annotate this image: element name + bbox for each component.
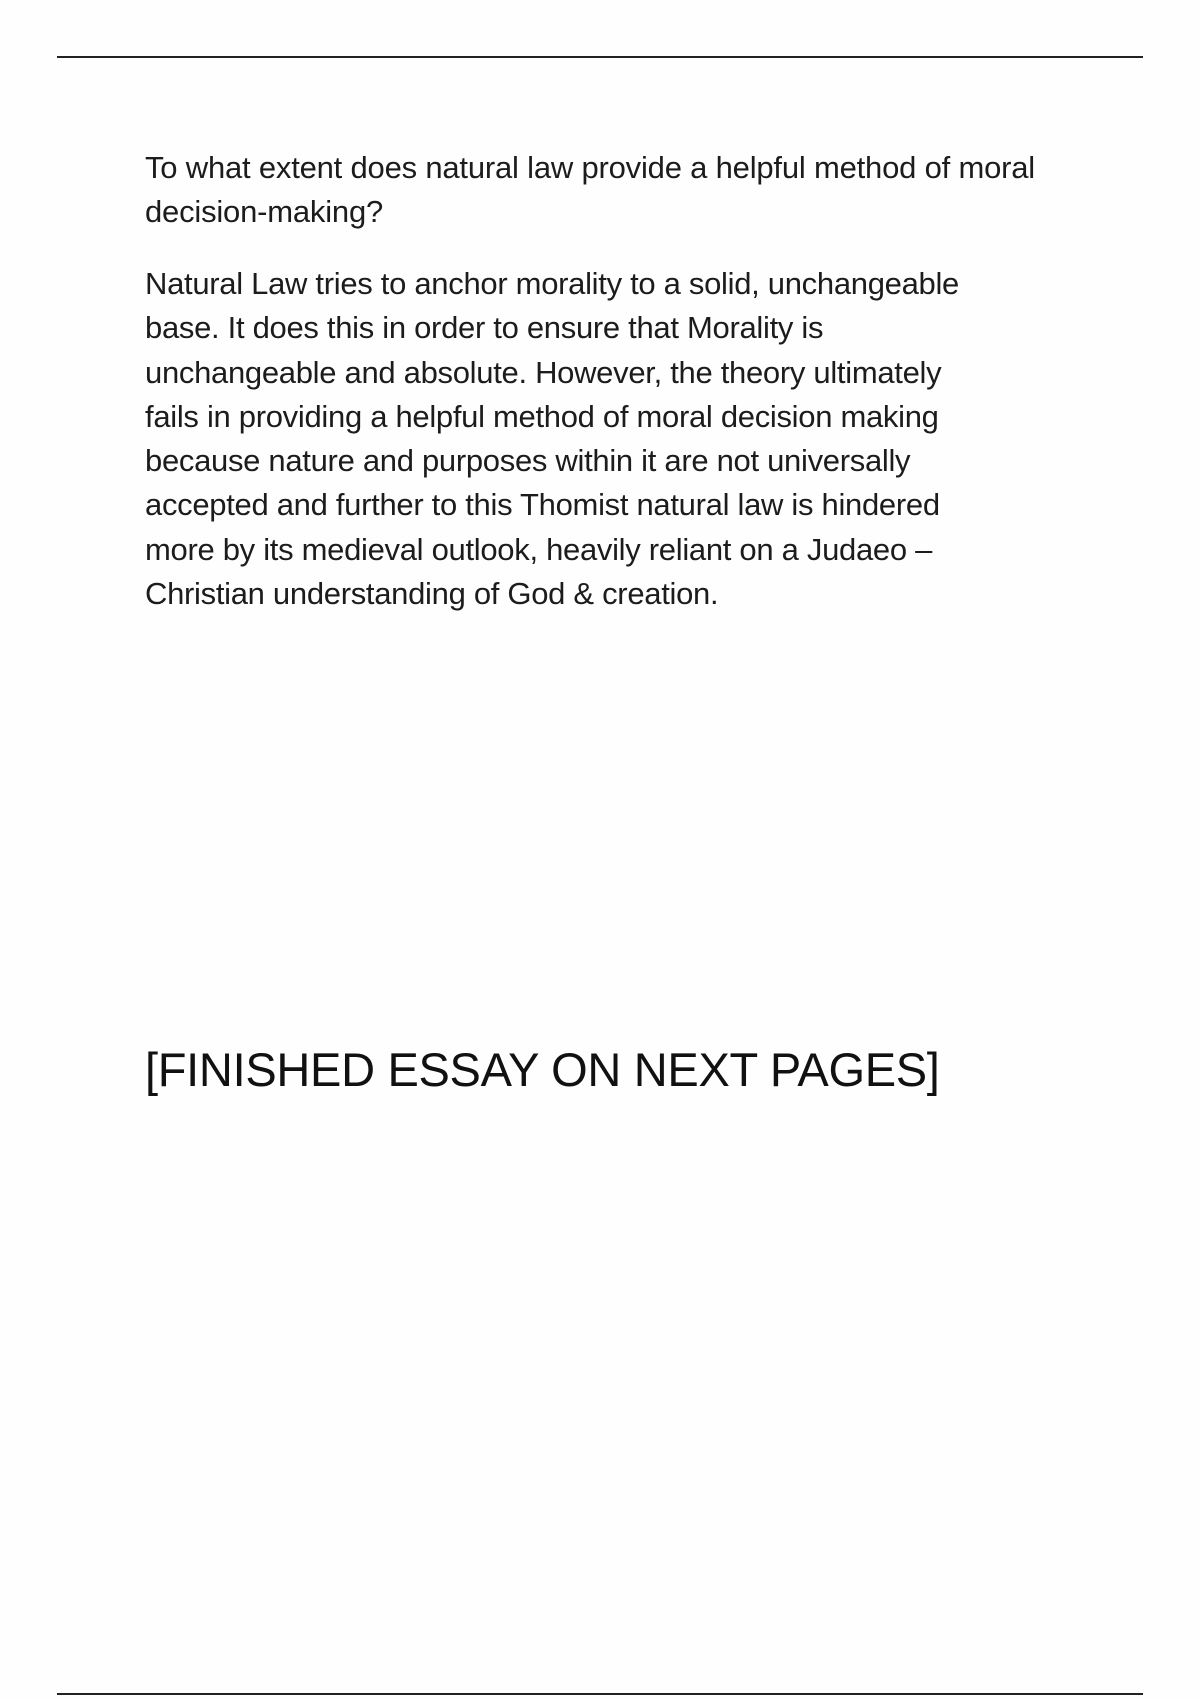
intro-line: Natural Law tries to anchor morality to a solid, unchangeable [145, 266, 959, 301]
top-rule-divider [57, 56, 1143, 58]
essay-question: To what extent does natural law provide a helpful method of moral decision-making? [145, 150, 1035, 229]
essay-introduction [145, 262, 1065, 616]
intro-line: more by its medieval outlook, heavily reliant on a Judaeo – [145, 531, 933, 567]
intro-line: base. It does this in order to ensure that Morality is [145, 310, 824, 346]
intro-line: Christian understanding of God & creation. [145, 576, 719, 612]
intro-line: because nature and purposes within it are not universally [145, 443, 911, 479]
bottom-rule-divider [57, 1693, 1143, 1695]
document-body [145, 146, 1065, 616]
finished-essay-notice: [FINISHED ESSAY ON NEXT PAGES] [145, 1043, 940, 1096]
intro-line: accepted and further to this Thomist natural law is hindered [145, 487, 940, 523]
intro-line: unchangeable and absolute. However, the theory ultimately [145, 354, 942, 390]
intro-line: fails in providing a helpful method of moral decision making [145, 398, 939, 434]
